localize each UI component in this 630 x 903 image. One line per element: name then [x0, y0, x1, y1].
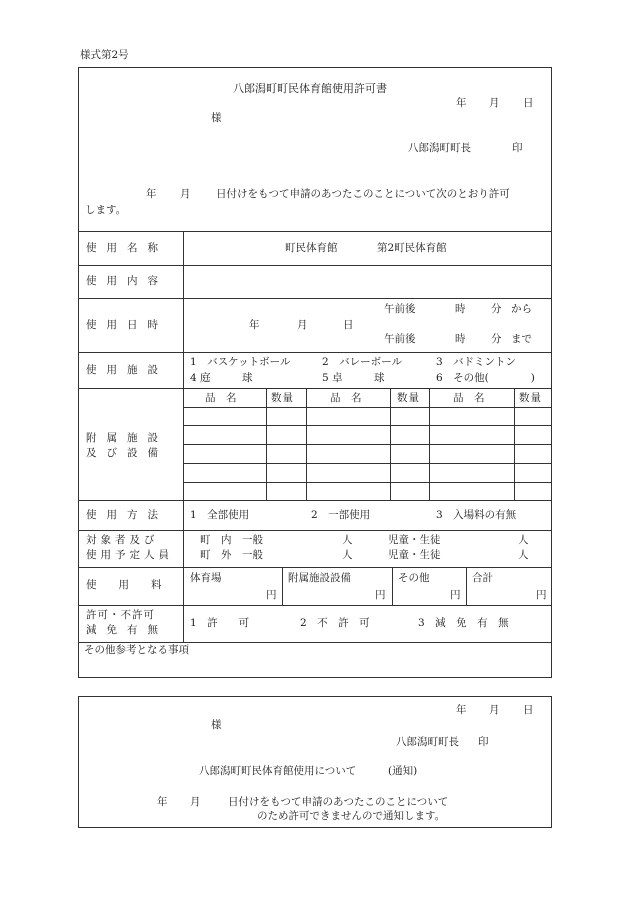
facility-option-main-gym[interactable]: 町民体育館: [285, 242, 338, 254]
permission-reduction[interactable]: 3 減 免 有 無: [418, 617, 509, 629]
row-divider: [78, 500, 552, 501]
fee-other: その他: [398, 572, 430, 584]
equipment-row-divider: [183, 407, 552, 408]
attendees-unit: 人: [518, 549, 529, 561]
notice-issuer: 八郎潟町町長: [396, 736, 459, 748]
facility-badminton[interactable]: 3 バドミントン: [436, 356, 516, 368]
end-minute: 分: [491, 333, 502, 345]
equipment-col-divider: [390, 388, 391, 500]
label-fee: 使用料: [86, 579, 184, 591]
notice-date-year: 年: [456, 704, 467, 716]
equipment-col-divider: [429, 388, 430, 500]
notice-form-frame: [78, 696, 552, 828]
attendees-unit: 人: [342, 534, 353, 546]
equipment-row-divider: [183, 444, 552, 445]
permit-title: 八郎潟町町民体育館使用許可書: [233, 82, 387, 95]
facility-option-second-gym[interactable]: 第2町民体育館: [377, 242, 447, 254]
row-divider: [78, 567, 552, 568]
notice-month: 月: [190, 796, 201, 808]
label-usage-content: 使用内容: [86, 275, 168, 287]
row-divider: [78, 642, 552, 643]
equipment-row-divider: [183, 463, 552, 464]
label-facilities: 使用施設: [86, 364, 168, 376]
permission-denied[interactable]: 2 不 許 可: [300, 617, 370, 629]
notice-title-suffix: (通知): [388, 765, 418, 777]
equipment-header-qty: 数量: [519, 392, 542, 404]
row-divider: [78, 605, 552, 606]
fee-unit: 円: [536, 589, 547, 601]
permit-statement-year: 年: [146, 188, 157, 200]
end-ampm: 午前後: [384, 333, 416, 345]
notice-seal: 印: [478, 736, 489, 748]
permit-statement-line1: 日付けをもつて申請のあつたこのことについて次のとおり許可: [216, 188, 510, 200]
form-number: 様式第2号: [80, 49, 129, 61]
facility-volleyball[interactable]: 2 バレーボール: [322, 356, 402, 368]
start-minute: 分: [491, 303, 502, 315]
permission-granted[interactable]: 1 許 可: [190, 617, 250, 629]
fee-col-divider: [282, 567, 283, 605]
row-divider: [78, 265, 552, 266]
attendees-unit: 人: [518, 534, 529, 546]
label-attendees-line1: 対象者及び: [86, 534, 159, 546]
attendees-town-general: 町 内 一般: [200, 534, 263, 546]
attendees-students: 児童・生徒: [388, 549, 441, 561]
fee-unit: 円: [375, 589, 386, 601]
attendees-outside-general: 町 外 一般: [200, 549, 263, 561]
start-suffix: から: [511, 303, 532, 315]
equipment-header-qty: 数量: [271, 392, 294, 404]
fee-col-divider: [392, 567, 393, 605]
permit-seal: 印: [512, 142, 523, 154]
label-permission-line1: 許可・不許可: [86, 609, 155, 621]
notice-addressee: 様: [211, 719, 222, 731]
equipment-row-divider: [183, 482, 552, 483]
equipment-col-divider: [514, 388, 515, 500]
facility-table-tennis[interactable]: 5 卓 球: [322, 372, 385, 384]
facility-basketball[interactable]: 1 バスケットボール: [190, 356, 291, 368]
datetime-year: 年: [249, 319, 260, 331]
start-ampm: 午前後: [384, 303, 416, 315]
datetime-day: 日: [343, 319, 354, 331]
label-permission-line2: 減免有無: [86, 624, 168, 636]
usage-content-field[interactable]: [190, 268, 545, 294]
end-suffix: まで: [511, 333, 532, 345]
end-hour: 時: [455, 333, 466, 345]
notice-line2: のため許可できませんので通知します。: [257, 810, 446, 822]
table-top-border: [78, 231, 552, 232]
label-remarks: その他参考となる事項: [84, 644, 189, 656]
row-divider: [78, 298, 552, 299]
method-full-use[interactable]: 1 全部使用: [190, 509, 250, 521]
notice-year: 年: [157, 796, 168, 808]
datetime-month: 月: [297, 319, 308, 331]
equipment-col-divider: [266, 388, 267, 500]
notice-date-day: 日: [523, 704, 534, 716]
permit-issuer: 八郎潟町町長: [408, 142, 471, 154]
attendees-students: 児童・生徒: [388, 534, 441, 546]
facility-tennis[interactable]: 4 庭 球: [190, 372, 253, 384]
equipment-header-item: 品 名: [453, 392, 485, 404]
equipment-col-divider: [306, 388, 307, 500]
fee-unit: 円: [266, 589, 277, 601]
label-usage-method: 使用方法: [86, 509, 168, 521]
label-usage-datetime: 使用日時: [86, 319, 168, 331]
facility-other[interactable]: 6 その他( ): [436, 372, 535, 384]
label-facility-name: 使用名称: [86, 242, 168, 254]
fee-col-divider: [466, 567, 467, 605]
method-admission-fee[interactable]: 3 入場料の有無: [436, 509, 517, 521]
row-divider: [78, 530, 552, 531]
fee-gym: 体育場: [190, 572, 222, 584]
permit-date-day: 日: [523, 97, 534, 109]
fee-equipment: 附属施設設備: [288, 572, 351, 584]
label-equipment-line2: 及び設備: [86, 447, 168, 459]
method-partial-use[interactable]: 2 一部使用: [311, 509, 371, 521]
equipment-header-item: 品 名: [330, 392, 362, 404]
permit-statement-month: 月: [180, 188, 191, 200]
fee-unit: 円: [450, 589, 461, 601]
attendees-unit: 人: [342, 549, 353, 561]
equipment-row-divider: [183, 425, 552, 426]
equipment-header-qty: 数量: [397, 392, 420, 404]
label-attendees-line2: 使用予定人員: [86, 549, 173, 561]
notice-line1: 日付けをもつて申請のあつたこのことについて: [228, 796, 449, 808]
permit-date-year: 年: [456, 97, 467, 109]
notice-title: 八郎潟町町民体育館使用について: [199, 765, 357, 777]
row-divider: [78, 352, 552, 353]
fee-total: 合計: [472, 572, 493, 584]
start-hour: 時: [455, 303, 466, 315]
row-divider: [78, 388, 552, 389]
equipment-header-item: 品 名: [205, 392, 237, 404]
permit-addressee: 様: [211, 112, 222, 124]
notice-date-month: 月: [489, 704, 500, 716]
label-equipment-line1: 附属施設: [86, 432, 168, 444]
permit-statement-line2: します。: [85, 204, 127, 216]
permit-date-month: 月: [489, 97, 500, 109]
